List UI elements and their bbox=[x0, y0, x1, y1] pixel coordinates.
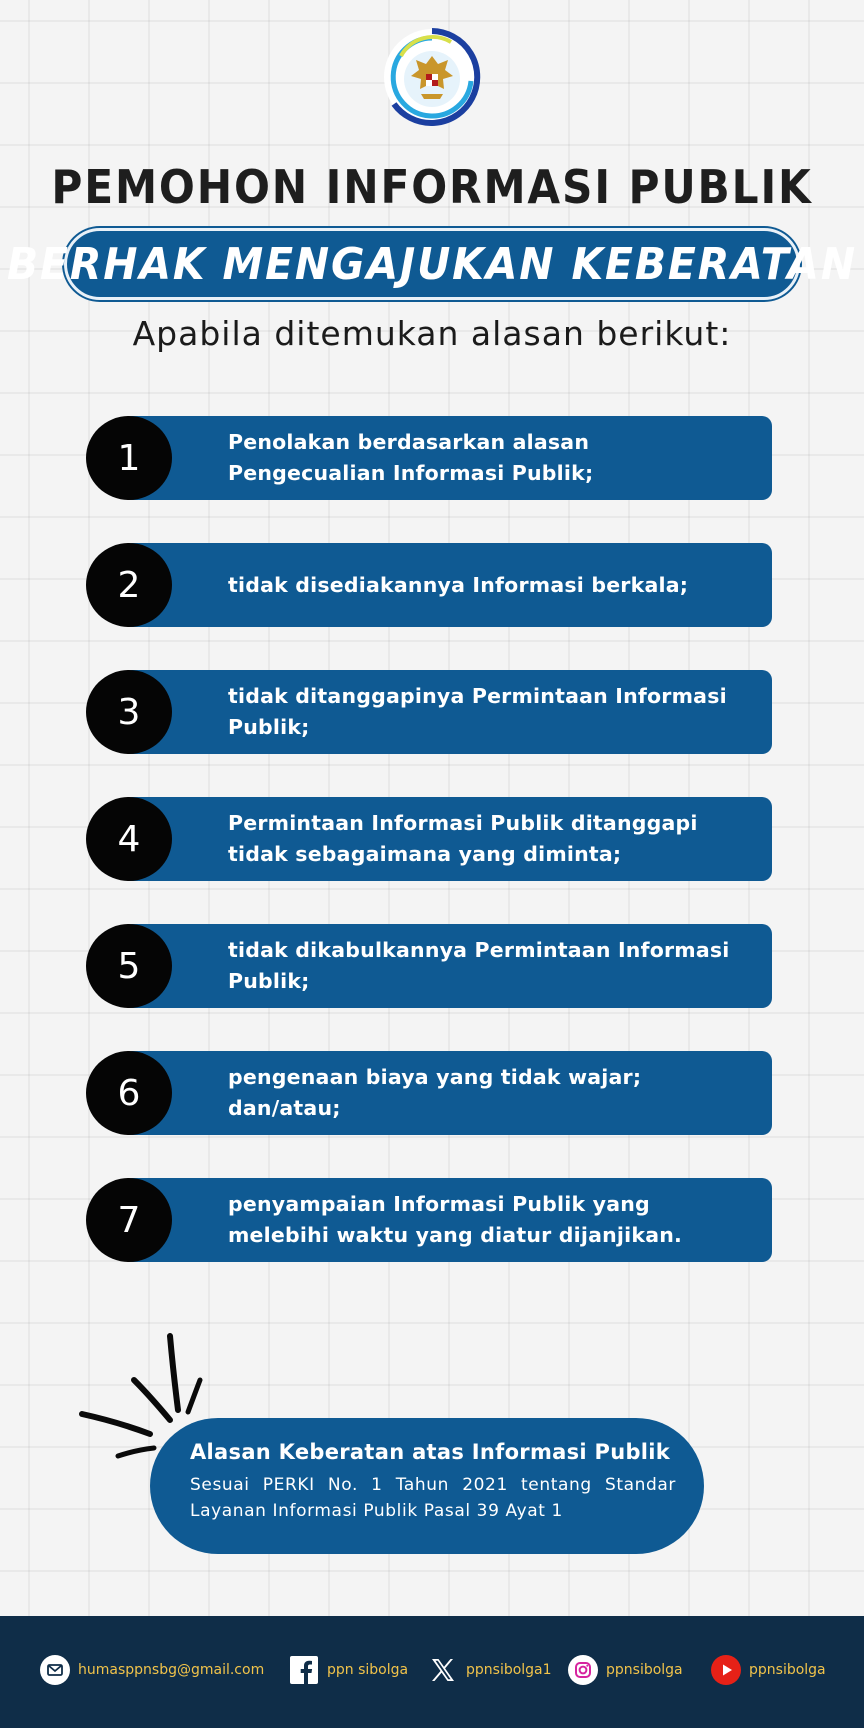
list-item bbox=[86, 670, 772, 754]
contact-x[interactable] bbox=[428, 1654, 552, 1686]
item-text: tidak ditanggapinya Permintaan Informasi Publik; bbox=[228, 684, 727, 739]
item-number: 1 bbox=[86, 416, 172, 500]
list-item bbox=[86, 416, 772, 500]
list-item bbox=[86, 543, 772, 627]
instagram-icon bbox=[568, 1655, 598, 1685]
institution-logo bbox=[381, 26, 483, 128]
item-text: Penolakan berdasarkan alasan Pengecualian Informasi Publik; bbox=[228, 430, 594, 485]
title-banner bbox=[7, 228, 857, 300]
item-bar bbox=[122, 1178, 772, 1262]
list-item bbox=[86, 924, 772, 1008]
contact-email[interactable] bbox=[40, 1654, 264, 1686]
contact-label: ppnsibolga bbox=[749, 1662, 826, 1678]
x-icon bbox=[428, 1655, 458, 1685]
page-title-highlight: BERHAK MENGAJUKAN KEBERATAN bbox=[7, 238, 857, 290]
youtube-icon bbox=[711, 1655, 741, 1685]
contact-label: ppnsibolga1 bbox=[466, 1662, 552, 1678]
facebook-icon bbox=[289, 1655, 319, 1685]
page-subtitle: Apabila ditemukan alasan berikut: bbox=[132, 314, 732, 353]
item-number: 2 bbox=[86, 543, 172, 627]
footnote-box bbox=[150, 1418, 704, 1554]
contact-label: ppnsibolga bbox=[606, 1662, 683, 1678]
list-item bbox=[86, 1178, 772, 1262]
footer-bar bbox=[0, 1616, 864, 1728]
item-number: 5 bbox=[86, 924, 172, 1008]
footnote-title: Alasan Keberatan atas Informasi Publik bbox=[190, 1440, 671, 1464]
item-text: tidak disediakannya Informasi berkala; bbox=[228, 572, 689, 597]
page-title: PEMOHON INFORMASI PUBLIK bbox=[51, 160, 813, 214]
item-bar bbox=[122, 416, 772, 500]
contact-facebook[interactable] bbox=[289, 1654, 408, 1686]
list-item bbox=[86, 1051, 772, 1135]
item-text: penyampaian Informasi Publik yang melebihi waktu yang diatur dijanjikan. bbox=[228, 1192, 683, 1247]
item-bar bbox=[122, 1051, 772, 1135]
item-number: 7 bbox=[86, 1178, 172, 1262]
contact-instagram[interactable] bbox=[568, 1654, 683, 1686]
item-text: pengenaan biaya yang tidak wajar; dan/atau; bbox=[228, 1065, 642, 1120]
item-number: 6 bbox=[86, 1051, 172, 1135]
item-number: 4 bbox=[86, 797, 172, 881]
email-icon bbox=[40, 1655, 70, 1685]
item-number: 3 bbox=[86, 670, 172, 754]
item-bar bbox=[122, 797, 772, 881]
item-bar bbox=[122, 924, 772, 1008]
contact-youtube[interactable] bbox=[711, 1654, 826, 1686]
contact-label: humasppnsbg@gmail.com bbox=[78, 1662, 265, 1678]
item-text: tidak dikabulkannya Permintaan Informasi Publik; bbox=[228, 938, 730, 993]
list-item bbox=[86, 797, 772, 881]
item-bar bbox=[122, 543, 772, 627]
item-text: Permintaan Informasi Publik ditanggapi tidak sebagaimana yang diminta; bbox=[228, 811, 698, 866]
contact-label: ppn sibolga bbox=[327, 1662, 409, 1678]
footnote-description: Sesuai PERKI No. 1 Tahun 2021 tentang Standar Layanan Informasi Publik Pasal 39 Ayat 1 bbox=[190, 1475, 676, 1521]
item-bar bbox=[122, 670, 772, 754]
